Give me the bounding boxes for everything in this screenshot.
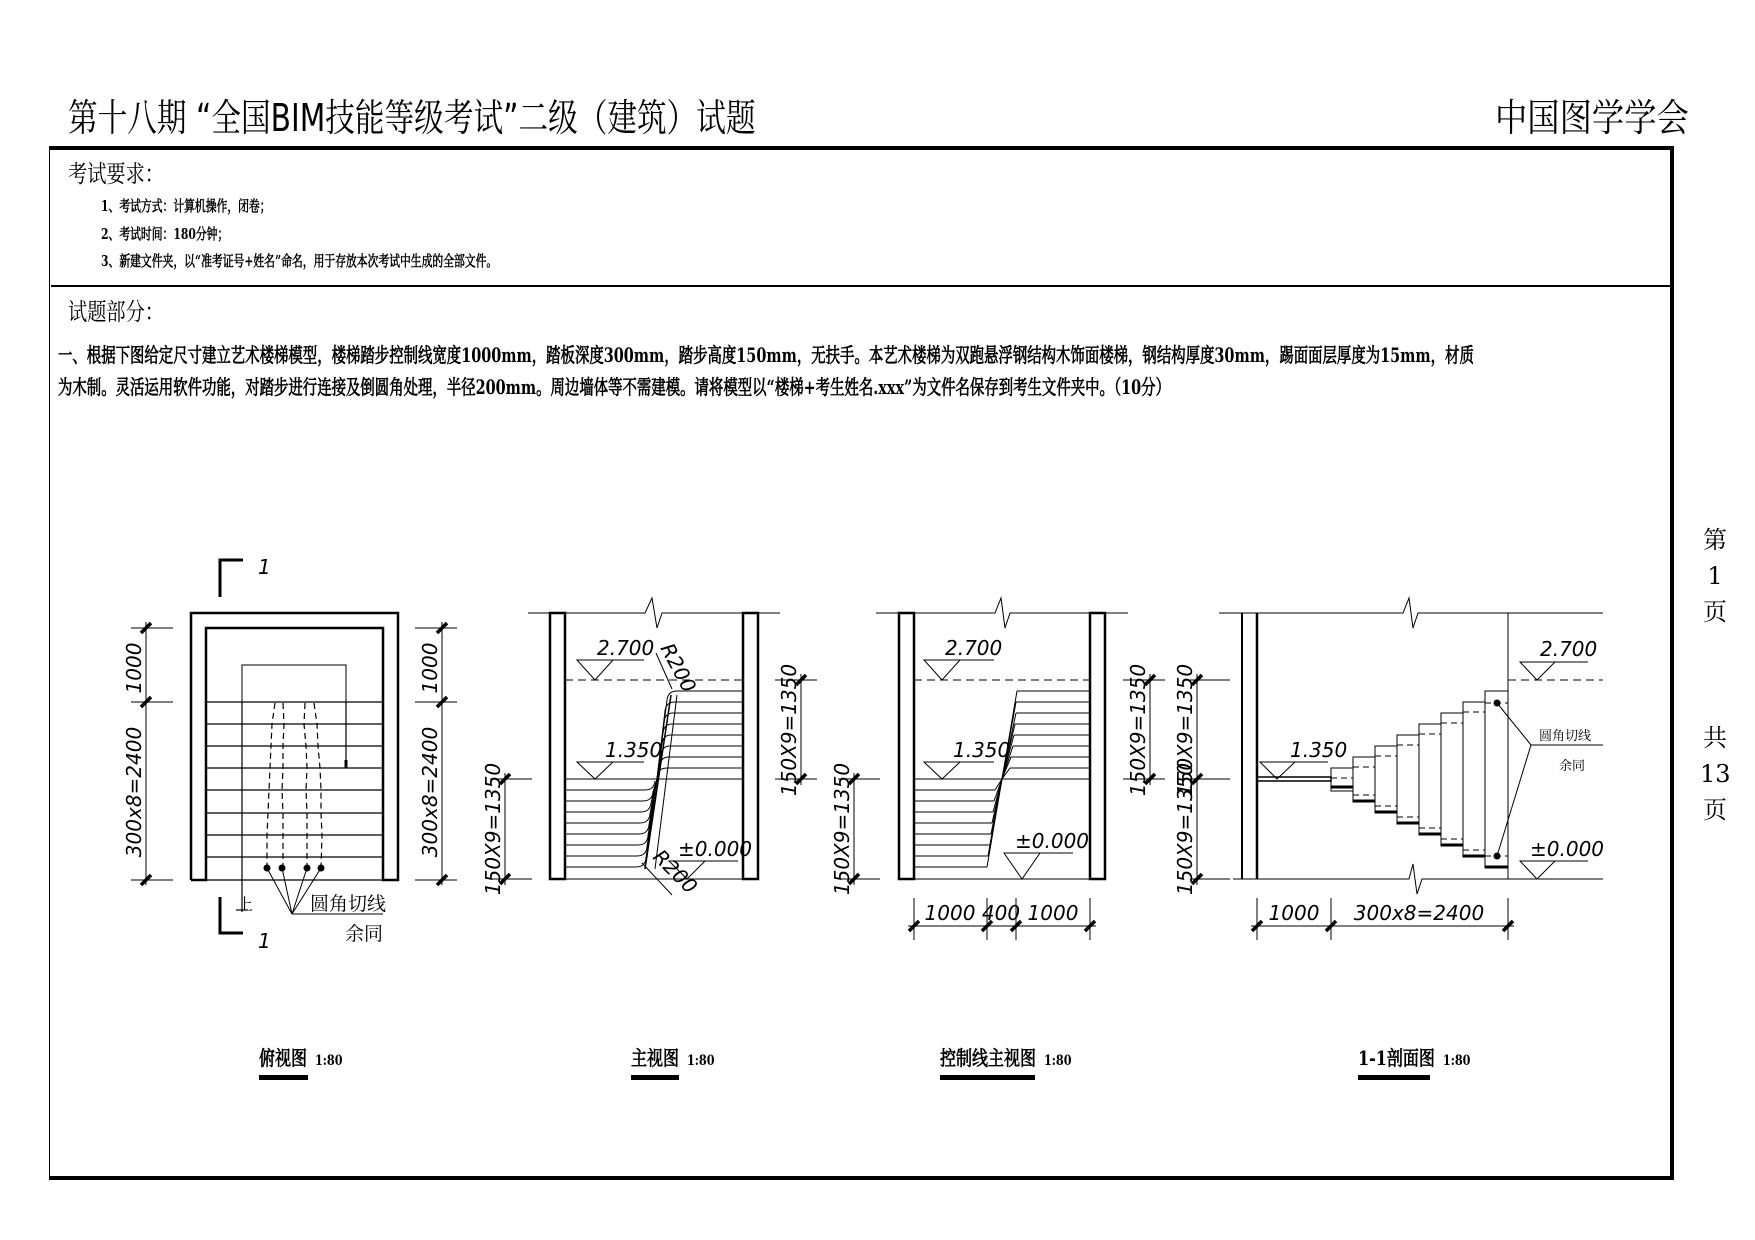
section-caption	[1358, 1042, 1499, 1080]
plan-section-mark-top: 1	[258, 555, 271, 579]
section-level-top: 2.700	[1540, 637, 1598, 661]
control-level-mid: 1.350	[953, 738, 1011, 762]
plan-dim-run-left: 300x8=2400	[122, 726, 146, 858]
question-text-line-1: 一、根据下图给定尺寸建立艺术楼梯模型，楼梯踏步控制线宽度1000mm，踏板深度300mm，踏步高度150mm，无扶手。本艺术楼梯为双跑悬浮钢结构木饰面楼梯，钢结构厚度30mm，踢面面层厚度为15mm，材质	[58, 343, 1474, 367]
caption-underline	[1358, 1075, 1430, 1080]
control-dim-bottom-1: 1000	[924, 901, 976, 925]
plan-caption-scale: 1:80	[315, 1053, 343, 1069]
exam-title: 第十八期 “全国BIM技能等级考试”二级（建筑）试题	[68, 96, 756, 140]
section-level-base: ±0.000	[1530, 837, 1605, 861]
front-level-mid: 1.350	[605, 738, 663, 762]
page-label-prefix: 第	[1703, 526, 1727, 554]
question-text-line-2: 为木制。灵活运用软件功能，对踏步进行连接及倒圆角处理，半径200mm。周边墙体等不需建模。请将模型以“楼梯+考生姓名.xxx”为文件名保存到考生文件夹中。（10分）	[58, 375, 1170, 399]
control-dim-bottom-2: 400	[981, 901, 1021, 925]
section-level-mid: 1.350	[1290, 738, 1348, 762]
page-total-prefix: 共	[1703, 724, 1727, 752]
caption-underline	[940, 1075, 1035, 1080]
control-level-top: 2.700	[945, 636, 1003, 660]
plan-note-line-1: 圆角切线	[310, 893, 387, 915]
plan-up-label: 上	[237, 895, 254, 914]
caption-underline	[631, 1075, 679, 1080]
front-level-base: ±0.000	[678, 837, 753, 861]
organization-name: 中国图学学会	[1495, 96, 1689, 140]
section-dim-left-lower: 150X9=1350	[1173, 762, 1197, 896]
front-dim-left: 150X9=1350	[481, 762, 505, 896]
front-radius-top: R200	[655, 639, 702, 697]
section-caption-title: 1-1剖面图	[1358, 1046, 1435, 1070]
control-dim-left: 150X9=1350	[830, 762, 854, 896]
requirement-item: 2、考试时间：180分钟；	[101, 225, 229, 243]
front-dim-right: 150X9=1350	[777, 663, 801, 797]
control-caption-scale: 1:80	[1044, 1053, 1072, 1069]
plan-dim-landing-right: 1000	[418, 642, 442, 694]
front-radius-bottom: R200	[648, 844, 703, 899]
plan-caption	[259, 1042, 363, 1080]
front-caption-scale: 1:80	[687, 1053, 715, 1069]
control-caption	[940, 1042, 1104, 1080]
front-caption-title: 主视图	[631, 1046, 679, 1070]
plan-section-mark-bottom: 1	[258, 929, 271, 953]
plan-caption-title: 俯视图	[259, 1046, 307, 1070]
section-dim-bottom-1: 1000	[1268, 901, 1320, 925]
plan-dim-run-right: 300x8=2400	[418, 726, 442, 858]
plan-view	[131, 560, 457, 933]
requirement-item: 3、新建文件夹，以“准考证号+姓名”命名，用于存放本次考试中生成的全部文件。	[101, 252, 498, 270]
front-level-top: 2.700	[597, 636, 655, 660]
section-note-line-2: 余同	[1558, 759, 1586, 774]
section-note-line-1: 圆角切线	[1538, 729, 1592, 744]
requirements-heading: 考试要求：	[68, 160, 164, 188]
control-caption-title: 控制线主视图	[940, 1046, 1036, 1070]
page-total-suffix: 页	[1703, 796, 1727, 824]
page-label-suffix: 页	[1703, 598, 1727, 626]
caption-underline	[259, 1075, 308, 1080]
section-dim-bottom-2: 300x8=2400	[1353, 901, 1485, 925]
plan-note-line-2: 余同	[345, 923, 384, 945]
control-level-base: ±0.000	[1015, 829, 1090, 853]
page-total-number: 13	[1700, 760, 1731, 788]
front-caption	[631, 1042, 735, 1080]
page-current-number: 1	[1707, 562, 1723, 590]
plan-dim-landing-left: 1000	[122, 642, 146, 694]
requirement-item: 1、考试方式：计算机操作，闭卷；	[101, 197, 271, 215]
control-dim-bottom-3: 1000	[1027, 901, 1079, 925]
section-caption-scale: 1:80	[1442, 1053, 1471, 1069]
questions-heading: 试题部分：	[68, 298, 164, 326]
section-dim-left-upper: 150X9=1350	[1173, 663, 1197, 797]
control-dim-right: 150X9=1350	[1126, 663, 1150, 797]
